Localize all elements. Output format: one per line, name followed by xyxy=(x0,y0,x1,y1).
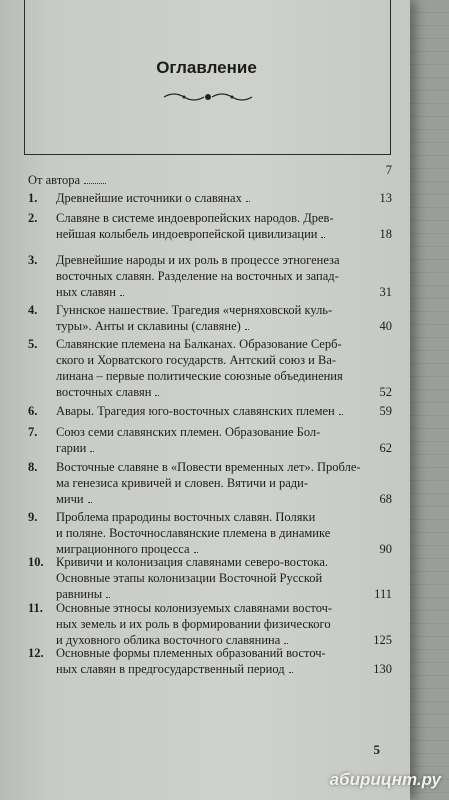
toc-entry-page: 52 xyxy=(379,385,392,399)
toc-entry-line: Древнейшие народы и их роль в процессе этногенеза xyxy=(56,253,340,267)
toc-entry-page: 62 xyxy=(379,441,392,455)
toc-entry-page: 90 xyxy=(379,542,392,556)
toc-entry-title xyxy=(56,424,356,456)
leader-dots xyxy=(155,385,159,396)
toc-entry-number: 5. xyxy=(28,337,38,351)
toc-entry-line: Древнейшие источники о славянах xyxy=(56,190,356,206)
toc-entry-title xyxy=(56,336,356,400)
toc-entry-number: 7. xyxy=(28,425,38,439)
toc-entry-page: 18 xyxy=(379,227,392,241)
toc-entry-line: Авары. Трагедия юго-восточных славянских племен xyxy=(56,403,356,419)
toc-entry-line: восточных славян. Разделение на восточных и запад- xyxy=(56,269,339,283)
leader-dots xyxy=(321,227,325,238)
toc-entry-line: Союз семи славянских племен. Образование Бол- xyxy=(56,425,321,439)
toc-entry-line: Проблема прародины восточных славян. Поляки xyxy=(56,510,316,524)
toc-entry-number: 10. xyxy=(28,555,44,569)
toc-entry-line: Славяне в системе индоевропейских народов. Древ- xyxy=(56,211,334,225)
toc-entry-title xyxy=(56,190,356,206)
toc-entry-page: 111 xyxy=(374,587,392,601)
toc-entry-line: восточных славян xyxy=(56,384,356,400)
leader-dots xyxy=(120,285,124,296)
toc-entry-title xyxy=(56,210,356,242)
toc-entry-line: гарии xyxy=(56,440,356,456)
toc-entry-line: и духовного облика восточного славянина xyxy=(56,632,356,648)
toc-entry-line: ского и Хорватского государств. Антский союз и Ва- xyxy=(56,353,337,367)
leader-dots xyxy=(339,404,343,415)
toc-entry-line: ных славян xyxy=(56,284,356,300)
leader-dots xyxy=(88,492,92,503)
leader-dots xyxy=(106,587,110,598)
toc-entry-line: Гуннское нашествие. Трагедия «черняховской куль- xyxy=(56,303,333,317)
toc-entry-page: 7 xyxy=(385,163,392,177)
toc-entry-title xyxy=(56,645,356,677)
toc-entry-line: туры». Анты и склавины (славяне) xyxy=(56,318,356,334)
toc-entry-line: ных земель и их роль в формировании физического xyxy=(56,617,331,631)
toc-entry-page: 59 xyxy=(379,404,392,418)
leader-dots xyxy=(194,542,198,553)
toc-entry-page: 125 xyxy=(373,633,392,647)
toc-entry-title xyxy=(28,172,328,188)
toc-entry-line: ма генезиса кривичей и словен. Вятичи и ради- xyxy=(56,476,308,490)
watermark-logo: абирицнт.ру xyxy=(329,770,441,789)
leader-dots xyxy=(90,441,94,452)
toc-entry-title xyxy=(56,600,356,648)
toc-entry-number: 1. xyxy=(28,191,38,205)
toc-entry-line: Основные этносы колонизуемых славянами восточ- xyxy=(56,601,333,615)
toc-entry-line: мичи xyxy=(56,491,356,507)
toc-entry-number: 2. xyxy=(28,211,38,225)
toc-entry-number: 3. xyxy=(28,253,38,267)
toc-entry-page: 40 xyxy=(379,319,392,333)
toc-entry-title xyxy=(56,252,356,300)
leader-dots xyxy=(246,191,250,202)
toc-entry-page: 68 xyxy=(379,492,392,506)
toc-entry-line: нейшая колыбель индоевропейской цивилизации xyxy=(56,226,356,242)
toc-entry-number: 12. xyxy=(28,646,44,660)
toc-entry-line: Основные этапы колонизации Восточной Русской xyxy=(56,571,323,585)
toc-entry-line: равнины xyxy=(56,586,356,602)
toc-entry-page: 130 xyxy=(373,662,392,676)
leader-dots xyxy=(245,319,249,330)
toc-entry-line: Славянские племена на Балканах. Образование Серб- xyxy=(56,337,342,351)
toc-entry-line: миграционного процесса xyxy=(56,541,356,557)
toc-entry-line: и поляне. Восточнославянские племена в динамике xyxy=(56,526,331,540)
toc-entry-title xyxy=(56,509,356,557)
toc-entry-line: От автора xyxy=(28,172,328,188)
leader-dots xyxy=(284,633,288,644)
toc-entry-line: Основные формы племенных образований восточ- xyxy=(56,646,326,660)
toc-entry-title xyxy=(56,403,356,419)
leader-dots xyxy=(84,173,106,184)
toc-entry-line: Кривичи и колонизация славянами северо-востока. xyxy=(56,555,329,569)
leader-dots xyxy=(289,662,293,673)
toc-entry-number: 9. xyxy=(28,510,38,524)
page-title: Оглавление xyxy=(156,58,257,77)
page-number: 5 xyxy=(373,742,380,757)
ornament-icon xyxy=(160,90,256,104)
toc-entry-line: Восточные славяне в «Повести временных лет». Пробле- xyxy=(56,460,361,474)
toc-entry-title xyxy=(56,459,361,507)
toc-entry-title xyxy=(56,554,356,602)
toc-entry-line: линана – первые политические союзные объединения xyxy=(56,369,343,383)
toc-entry-title xyxy=(56,302,356,334)
toc-entry-number: 4. xyxy=(28,303,38,317)
toc-entry-page: 31 xyxy=(379,285,392,299)
toc-entry-number: 6. xyxy=(28,404,38,418)
toc-entry-number: 11. xyxy=(28,601,43,615)
toc-entry-number: 8. xyxy=(28,460,38,474)
toc-entry-line: ных славян в предгосударственный период xyxy=(56,661,356,677)
toc-entry-page: 13 xyxy=(379,191,392,205)
